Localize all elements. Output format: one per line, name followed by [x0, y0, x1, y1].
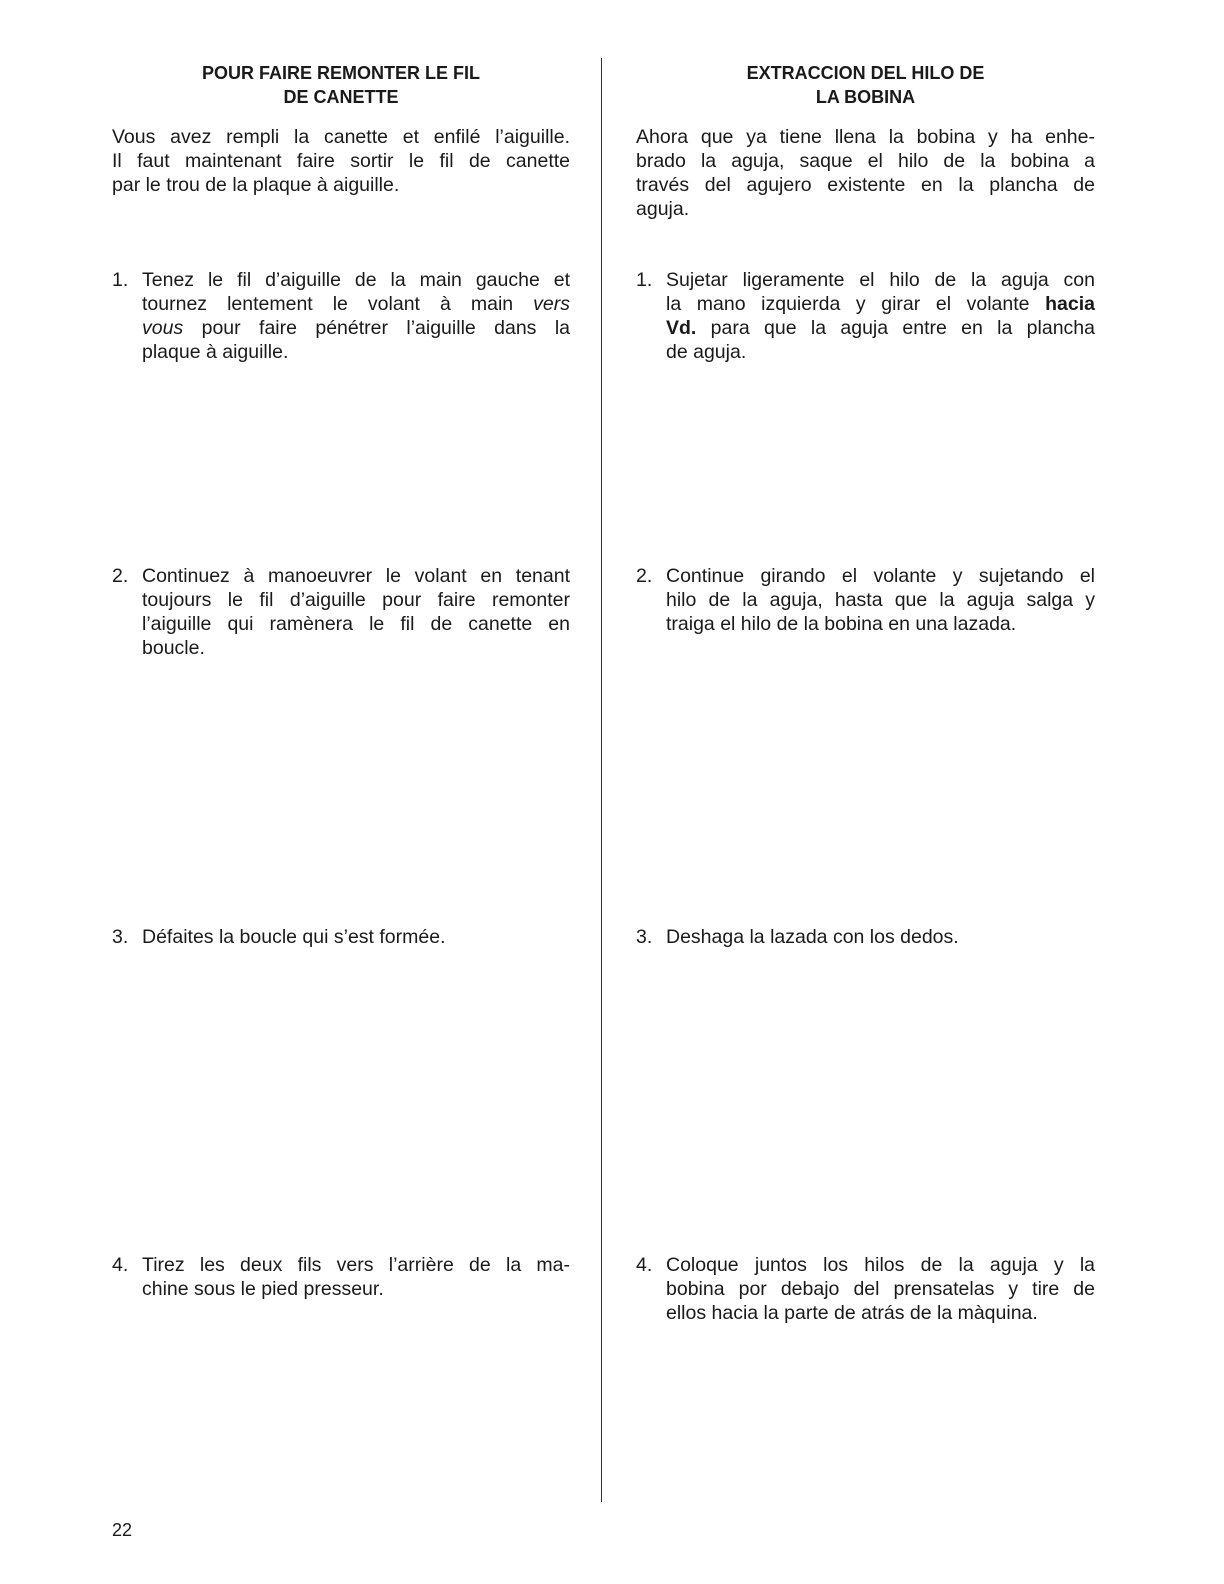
french-heading: [112, 61, 570, 109]
step-line: chine sous le pied presseur.: [142, 1278, 384, 1300]
french-step-2: [112, 564, 570, 660]
step-line: Sujetar ligeramente el hilo de la aguja con: [666, 269, 1095, 291]
french-heading-line-2: DE CANETTE: [283, 87, 399, 107]
column-divider: [601, 58, 602, 1502]
french-intro-line: Vous avez rempli la canette et enfilé l’aiguille.: [112, 126, 570, 148]
step-line: Continuez à manoeuvrer le volant en tenant: [142, 565, 570, 587]
step-number: 1.: [636, 269, 653, 291]
french-intro: [112, 125, 570, 197]
emphasized-word: vous: [142, 317, 184, 339]
spanish-heading: [636, 61, 1095, 109]
spanish-intro-line: aguja.: [636, 198, 690, 220]
step-line-emphasis: tournez lentement le volant à main vers: [142, 293, 570, 315]
step-number: 2.: [112, 565, 129, 587]
step-number: 4.: [636, 1254, 653, 1276]
spanish-step-2: [636, 564, 1095, 636]
step-line: Tenez le fil d’aiguille de la main gauche et: [142, 269, 570, 291]
spanish-step-3: [636, 925, 1095, 949]
spanish-intro-line: brado la aguja, saque el hilo de la bobina a: [636, 150, 1095, 172]
spanish-heading-line-2: LA BOBINA: [815, 87, 916, 107]
page-number: 22: [112, 1520, 133, 1540]
step-line: de aguja.: [666, 341, 747, 363]
french-step-3: [112, 925, 570, 949]
french-intro-line: Il faut maintenant faire sortir le fil de canette: [112, 150, 570, 172]
step-line: Deshaga la lazada con los dedos.: [666, 926, 959, 948]
spanish-intro-line: Ahora que ya tiene llena la bobina y ha enhe-: [636, 126, 1095, 148]
step-number: 3.: [636, 926, 653, 948]
step-line: Défaites la boucle qui s’est formée.: [142, 926, 446, 948]
spanish-heading-line-1: EXTRACCION DEL HILO DE: [746, 63, 985, 83]
step-line: ellos hacia la parte de atrás de la màquina.: [666, 1302, 1038, 1324]
spanish-intro: [636, 125, 1095, 221]
french-intro-line: par le trou de la plaque à aiguille.: [112, 174, 400, 196]
step-line-emphasis-2: vous pour faire pénétrer l’aiguille dans la: [142, 317, 570, 339]
step-line: Continue girando el volante y sujetando el: [666, 565, 1095, 587]
spanish-step-4: [636, 1253, 1095, 1325]
french-step-1: [112, 268, 570, 364]
step-number: 3.: [112, 926, 129, 948]
step-line: toujours le fil d’aiguille pour faire remonter: [142, 589, 570, 611]
step-line: Tirez les deux fils vers l’arrière de la ma-: [142, 1254, 570, 1276]
step-line: traiga el hilo de la bobina en una lazada.: [666, 613, 1017, 635]
step-line: l’aiguille qui ramènera le fil de canette en: [142, 613, 570, 635]
step-line: Coloque juntos los hilos de la aguja y la: [666, 1254, 1095, 1276]
step-line-bold-end: la mano izquierda y girar el volante hacia: [666, 293, 1095, 315]
step-line: hilo de la aguja, hasta que la aguja salga y: [666, 589, 1095, 611]
step-number: 4.: [112, 1254, 129, 1276]
french-heading-line-1: POUR FAIRE REMONTER LE FIL: [201, 63, 480, 83]
step-number: 2.: [636, 565, 653, 587]
step-line-bold-start: Vd. para que la aguja entre en la plancha: [666, 317, 1095, 339]
step-line: plaque à aiguille.: [142, 341, 289, 363]
spanish-intro-line: través del agujero existente en la plancha de: [636, 174, 1095, 196]
spanish-step-1: [636, 268, 1095, 364]
step-number: 1.: [112, 269, 129, 291]
step-line: bobina por debajo del prensatelas y tire de: [666, 1278, 1095, 1300]
emphasized-word: hacia: [1045, 293, 1095, 315]
emphasized-word: Vd.: [666, 317, 697, 339]
french-step-4: [112, 1253, 570, 1301]
emphasized-word: vers: [533, 293, 570, 315]
step-line: boucle.: [142, 637, 205, 659]
